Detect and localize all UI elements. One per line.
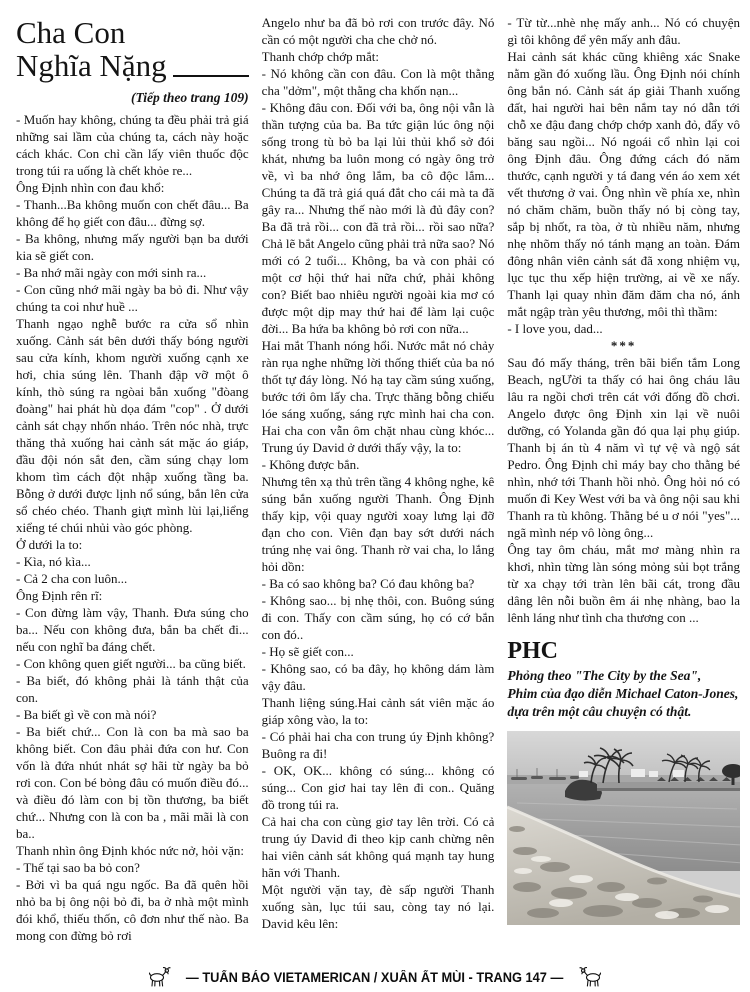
goat-icon [579,967,605,987]
title-underline [173,75,249,77]
paragraph: Nhưng tên xạ thủ trên tầng 4 không nghe, kê súng bắn xuống người Thanh. Ông Định thấy kịp, vội quay người xoay lưng lại đỡ đạn cho con. Viên đạn bay sớt dưới nách trúng nhẹ vai ông. Thanh rờ vai cha, lo lắng hỏi dồn: [261,474,495,574]
footer-text: — TUẤN BÁO VIETAMERICAN / XUÂN ẤT MÙI - TRANG 147 — [186,969,564,985]
column-3 [507,14,740,960]
paragraph: - Có phải hai cha con trung úy Định không? Buông ra đi! [261,729,495,761]
article-title-line2: Nghĩa Nặng [16,48,167,83]
paragraph: Một người vặn tay, đè sấp người Thanh xuống sàn, lục túi sau, còng tay nó lại. David kêu lên: [261,882,495,931]
paragraph: - Nó không cần con đâu. Con là một thằng cha "dởm", một thằng cha khốn nạn... [261,66,495,98]
paragraph: Thanh chớp chớp mắt: [261,49,380,64]
paragraph: - Con đừng làm vậy, Thanh. Đưa súng cho ba... Nếu con không đưa, bắn ba chết đi... nếu con nghĩ ba đáng chết. [16,605,249,654]
goat-icon [145,967,171,987]
paragraph: - OK, OK... không có súng... không có súng... Con giơ hai tay lên đi con.. Quăng đồ trong túi ra. [261,763,495,812]
paragraph: - Con không quen giết người... ba cũng biết. [16,656,246,671]
paragraph: - Cả 2 cha con luôn... [16,571,128,586]
author-byline: PHC [507,638,559,664]
paragraph: Hai mắt Thanh nóng hổi. Nước mắt nó chảy ràn rụa nghe những lời thống thiết của ba nó thốt tự đáy lòng. Nó hạ tay cầm súng xuống, bước tới ôm lấy cha. Trực thăng bỗng chiếu lóe sáng xuống, sáng rực mình hai cha con. Hai cha con vẫn ôm chặt nhau cùng khóc... Trung úy David ở dưới thấy vậy, la to: [261,338,495,455]
article-title-line1: Cha Con [16,15,126,50]
credits-block [507,667,740,721]
paragraph: - Muốn hay không, chúng ta đều phải trả giá những sai lầm của chúng ta, cách này hoặc cách khác. Con chỉ cần lấy viên thuốc độc trong túi ra uống là chết khỏe re... [16,112,249,178]
column-2-text [262,14,495,932]
paragraph: - Thế tại sao ba bỏ con? [16,860,140,875]
column-1 [16,14,249,960]
continuation-note: (Tiếp theo trang 109) [131,90,249,105]
paragraph: - Không đâu con. Đối với ba, ông nội vẫn là thần tượng của ba. Ba tức giận lúc ông nội sống trong tù bỏ ba lại lủi thủi khổ sở đói khát, nhưng ba luôn mong có ngày ông trở về, vì ba nhớ ông lắm, ba cô độc lắm... Chúng ta đã trả giá quá đắt cho cái mà ta đã gây ra... Nhưng thế nào mới là đủ đây con? Ba đã trả rồi... con đã trả rồi... rồi sao nữa? Chả lẽ bắt Angelo cũng phải trả nữa sao? Nó mới có 2 tuổi... Không, ba và con phải có một cơ hội thứ hai nữa chứ, phải không con? Biết bao nhiêu người ngoài kia mơ có được một dịp may thứ hai để làm lại cuộc đời... Ba hứa ba không bỏ rơi con nữa... [261,100,495,336]
paragraph: Ông tay ôm cháu, mắt mơ màng nhìn ra khơi, nhìn từng làn sóng mỏng sủi bọt trắng từ xa chạy tới tràn lên bãi cát, trong đầu dâng lên nỗi buồn êm ái nhẹ nhàng, bao la lênh láng như tình cha thương con ... [507,542,741,625]
paragraph: Sau đó mấy tháng, trên bãi biển tắm Long Beach, ngƯời ta thấy có hai ông cháu lâu lâu ra ngồi chơi trên cát với đống đồ chơi. Angelo được ông Định xin lại về nuôi dưỡng, có Yolanda gần đó qua lại phụ giúp. Thanh bị án tù 4 năm vì tự vệ và ngộ sát Pedro. Ông Định chỉ máy bay cho thằng bé nhìn, nhớ tới Thanh hồi nhỏ. Ông hỏi nó có muốn đi Key West với ba và ông nội sau khi Thanh ra tù không. Thằng bé u ơ nói "yes"... ngã mình nép vô lòng ông... [507,355,741,540]
paragraph: - Không được bắn. [261,457,360,472]
paragraph: - I love you, dad... [507,321,603,336]
paragraph: Ông Định rên rĩ: [16,588,103,603]
beach-photo [507,731,740,925]
paragraph: Thanh ngạo nghễ bước ra cửa sổ nhìn xuống. Cảnh sát bên dưới thấy bóng người sau cửa kính, khom người xuống cạnh xe hơi, chia súng lên. Thanh đập vỡ một ô kính, thò súng ra ngòai bắn xuống "đòang đoàng" hai phát hù dọa đám "cop" . Ở dưới cảnh sát chạy nhốn nháo. Trên nóc nhà, trực thăng thả xuống hai cảnh sát mặc áo giáp, đầu đội nón sắt đen, cầm súng chạy lom khom tìm cách đột nhập xuống tầng ba. Bỗng ở dưới được lịnh nổ súng, bắn lên cửa sổ chéo chéo. Thanh giựt mình lùi lại,liểng xiểng té chúi nhủi vào góc phòng. [16,316,249,535]
credit-line: Phim của đạo diễn Michael Caton-Jones, [507,686,739,701]
page-footer [0,967,750,987]
credit-line: dựa trên một câu chuyện có thật. [507,704,692,719]
paragraph: - Không sao... bị nhẹ thôi, con. Buông súng đi con. Thấy con cầm súng, họ có cớ bắn con đó.. [261,593,495,642]
paragraph: - Kìa, nó kìa... [16,554,91,569]
paragraph: - Từ từ...nhè nhẹ mấy anh... Nó có chuyện gì tôi không để yên mấy anh đâu. [507,15,741,47]
paragraph: - Ba biết, đó không phải là tánh thật của con. [16,673,249,705]
paragraph: - Họ sẽ giết con... [261,644,354,659]
credit-line: Phỏng theo "The City by the Sea", [507,668,702,683]
paragraph: - Ba có sao không ba? Có đau không ba? [261,576,475,591]
paragraph: - Không sao, có ba đây, họ không dám làm vậy đâu. [261,661,495,693]
paragraph: - Ba biết gì về con mà nói? [16,707,157,722]
paragraph: - Ba biết chứ... Con là con ba mà sao ba không biết. Con đâu phải đứa con hư. Con vốn là đứa nhút nhát sợ hãi từ ngày ba bỏ rơi con. Con bé bỏng đâu có muốn điều đó... và điều đó làm con bị tồn thương, ba biết chứ... Nhưng con là con ba , mãi mãi là con ba.. [16,724,249,841]
article-title [16,16,249,82]
column-3-text [507,14,740,626]
column-2 [262,14,495,960]
paragraph: - Ba không, nhưng mấy người bạn ba dưới kia sẽ giết con. [16,231,249,263]
paragraph: Cả hai cha con cùng giơ tay lên trời. Có cả trung úy David đi theo kịp canh chừng nên hai viên cảnh sát không quá mạnh tay hung hãn với Thanh. [261,814,495,880]
paragraph: Hai cảnh sát khác cũng khiêng xác Snake nằm gần đó xuống lầu. Ông Định nói chính ông bắn nó. Cảnh sát áp giải Thanh xuống đất, hai người hai bên nắm tay nó dẫn tới chỗ xe đậu đang chớp chớp xanh đỏ, đẩy vô băng sau ngồi... Nó ngoái cổ nhìn lại coi ông Định đâu. Ông đứng cách đó năm thước, cạnh người y tá đang vén áo xem xét vết thương ở vai. Ông nhìn về phía xe, nhìn nó chăm chăm, buồn thấy nó bị còng tay, sắp bị nhốt, ra tòa, ở tù nhiều năm, nhưng nhẹ nhõm thấy nó tánh mạng an toàn. Đám đông nhân viên cảnh sát đã xong nhiệm vụ, lục tục thu xếp hiện trường, ai về xe nấy. Thanh lại quay nhìn đăm đăm cha nó, ánh mắt ngập tràn yêu thương, môi thì thầm: [507,49,741,319]
paragraph: - Con cũng nhớ mãi ngày ba bỏ đi. Như vậy chúng ta coi như huề ... [16,282,249,314]
paragraph: *** [610,338,637,353]
paragraph: Thanh liệng súng.Hai cảnh sát viên mặc áo giáp xông vào, la to: [261,695,495,727]
paragraph: Ở dưới la to: [16,537,83,552]
paragraph: - Ba nhớ mãi ngày con mới sinh ra... [16,265,207,280]
paragraph: - Thanh...Ba không muốn con chết đâu... Ba không để họ giết con đâu... đừng sợ. [16,197,249,229]
paragraph: - Bởi vì ba quá ngu ngốc. Ba đã quên hồi nhỏ ba bị ông nội bỏ đi, ba ở nhà một mình đói khổ, thiếu thốn, cô đơn như thế nào. Ba mong con đừng bỏ rơi [16,877,249,943]
paragraph: Thanh nhìn ông Định khóc nức nở, hỏi vặn: [16,843,245,858]
paragraph: Ông Định nhìn con đau khổ: [16,180,165,195]
paragraph: Angelo như ba đã bỏ rơi con trước đây. Nó cần có một người cha che chở nó. [261,15,495,47]
column-1-text [16,111,249,944]
